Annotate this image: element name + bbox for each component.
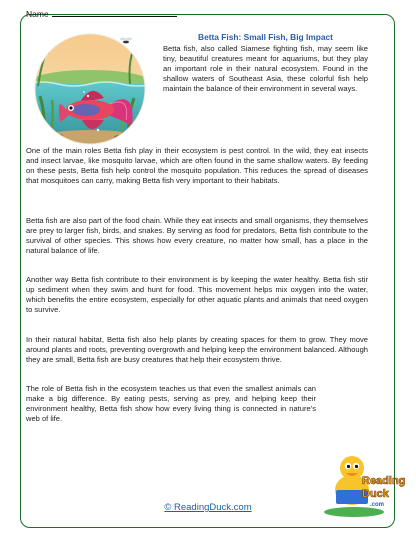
mosquito-icon [120,38,132,44]
readingduck-link[interactable]: © ReadingDuck.com [164,502,252,513]
name-field[interactable] [26,9,177,19]
article-title: Betta Fish: Small Fish, Big Impact [198,32,333,42]
name-label: Name [26,9,49,19]
paragraph-pest-control: One of the main roles Betta fish play in their ecosystem is pest control. In the wild, they eat insects and insect larvae, like mosquito larvae, which are often found in the same shallow waters. By feeding on these pests, Betta fish help control the mosquito population. This reduces the spread of diseases that mosquitoes can carry, making Betta fish very important to their habitats. [26,146,368,186]
svg-text:Duck: Duck [362,488,389,500]
paragraph-water-health: Another way Betta fish contribute to their environment is by keeping the water healthy. Betta fish stir up sediment when they swim and hunt for food. This movement helps mix oxygen into the water, which benefits the entire ecosystem, especially for other aquatic plants and animals that need oxygen to survive. [26,275,368,315]
name-underline[interactable] [52,15,177,17]
intro-paragraph: Betta fish, also called Siamese fighting fish, may seem like tiny, beautiful creatures meant for aquariums, but they play an important role in their natural ecosystem. Found in the shallow waters of Southeast Asia, these colorful fish help maintain the balance of their environment in several ways. [163,44,368,94]
paragraph-conclusion: The role of Betta fish in the ecosystem teaches us that even the smallest animals can make a big difference. By eating pests, serving as prey, and helping keep their environment healthy, Betta fish show how every living thing is connected in nature’s web of life. [26,384,316,424]
svg-text:.com: .com [370,502,385,508]
reading-duck-logo [318,446,406,518]
betta-fish-illustration [26,30,154,148]
svg-text:Reading: Reading [362,475,406,487]
paragraph-plant-growth: In their natural habitat, Betta fish also help plants by creating spaces for them to grow. They move around plants and roots, preventing overgrowth and helping keep the environment balanced. Although they are small, Betta fish are busy creatures that help their ecosystem thrive. [26,335,368,365]
paragraph-food-chain: Betta fish are also part of the food chain. While they eat insects and small organisms, they themselves are prey to larger fish, birds, and snakes. By serving as food for predators, Betta fish contribute to the survival of other species. This shows how every creature, no matter how small, has a place in the natural balance of life. [26,216,368,256]
